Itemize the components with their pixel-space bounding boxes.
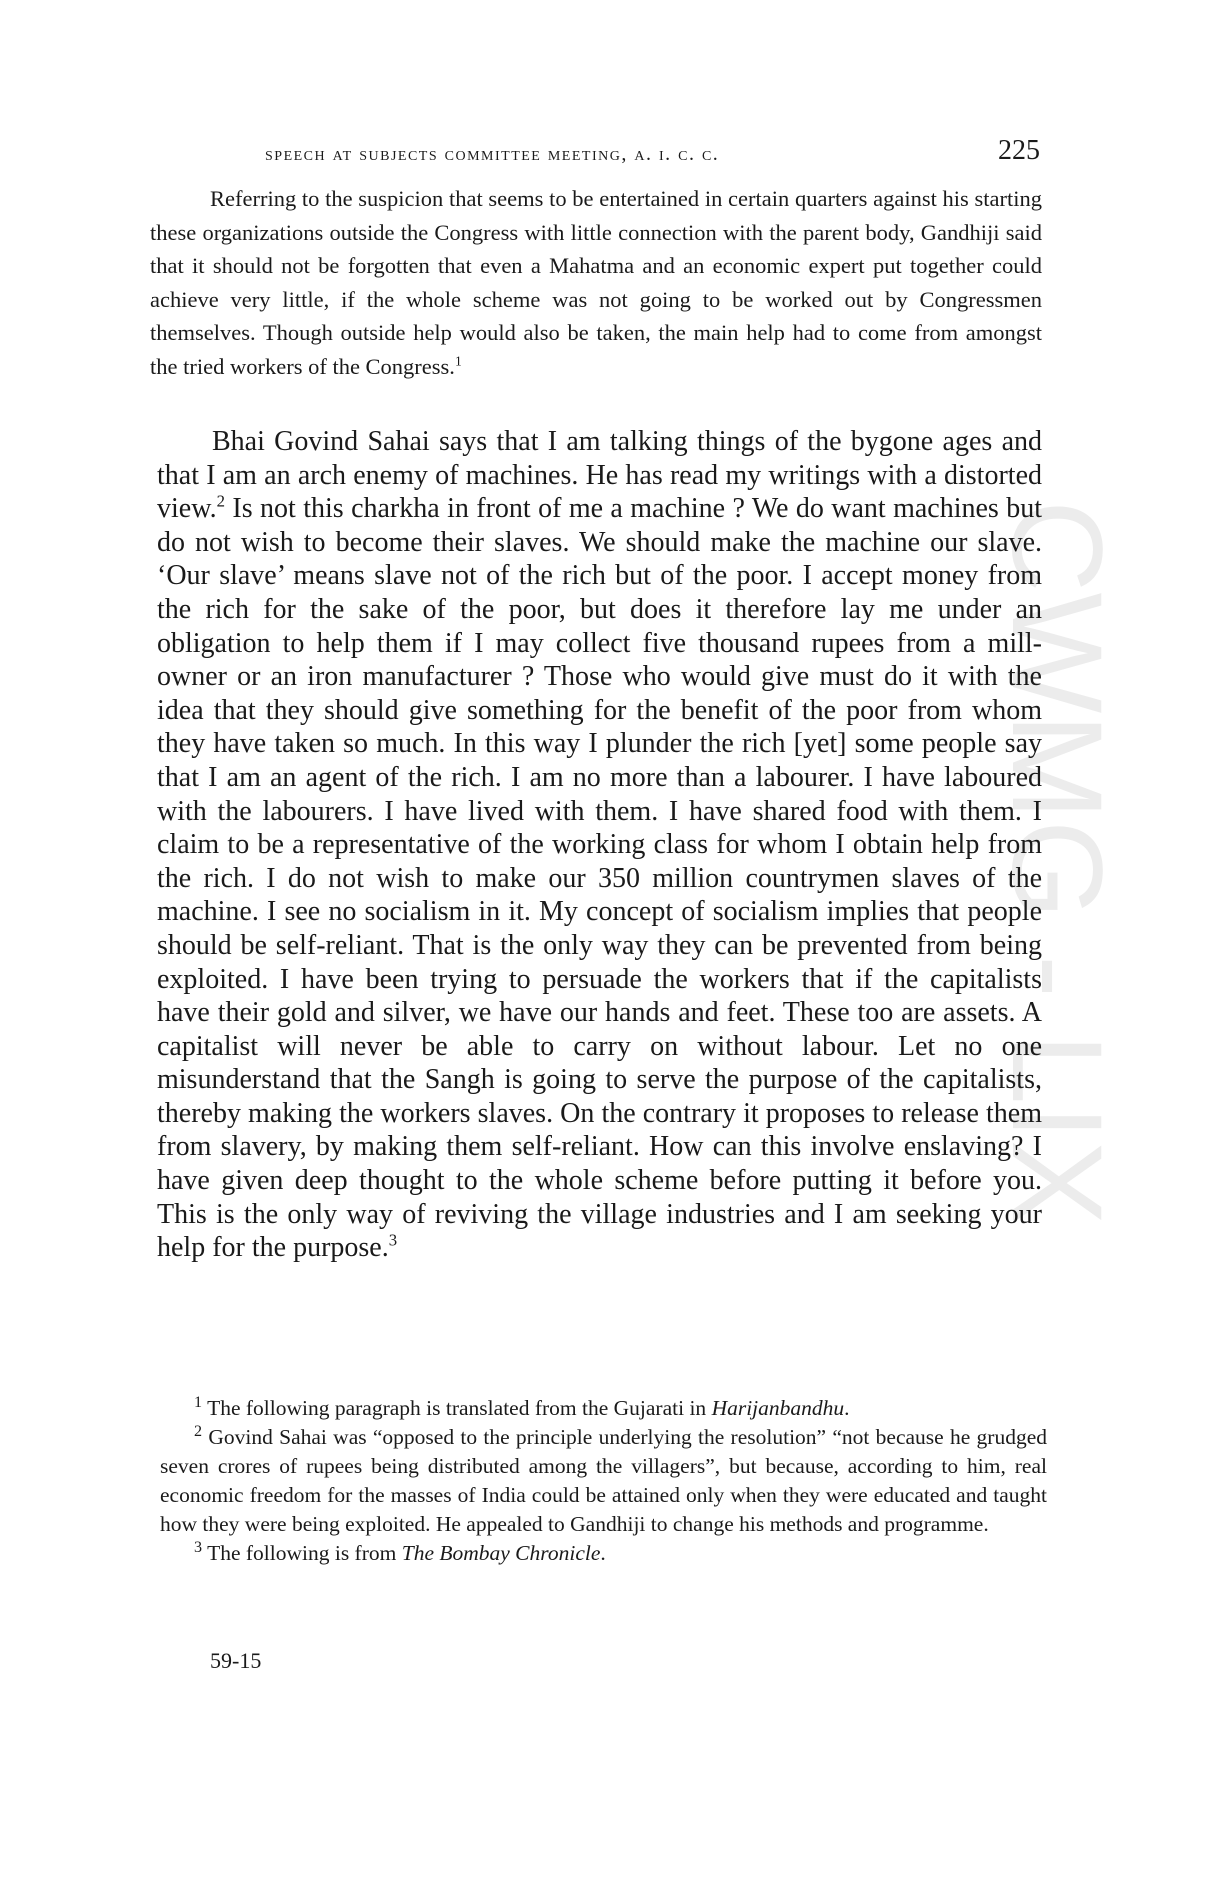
running-title: speech at subjects committee meeting, a. i. c. c.	[265, 143, 720, 165]
footnote-source-title: The Bombay Chronicle	[401, 1541, 601, 1565]
footnote-end: .	[844, 1396, 850, 1420]
footnote-ref-2: 2	[216, 491, 225, 511]
footnote-3	[160, 1539, 1047, 1568]
footnote-1	[160, 1394, 1047, 1423]
footnote-text: The following paragraph is translated from the Gujarati in	[207, 1396, 712, 1420]
page-number: 225	[998, 135, 1040, 166]
footnote-2	[160, 1423, 1047, 1539]
speech-text-part-2: Is not this charkha in front of me a machine ? We do want machines but do not wish to become their slaves. We should make the machine our slave. ‘Our slave’ means slave not of the rich but of the poor. I accept money from the rich for the sake of the poor, but does it therefore lay me under an obligation to help them if I may collect five thousand rupees from a mill-owner or an iron manufacturer ? Those who would give must do it with the idea that they should give something for the benefit of the poor from whom they have taken so much. In this way I plunder the rich [yet] some people say that I am an agent of the rich. I am no more than a labourer. I have laboured with the labourers. I have lived with them. I have shared food with them. I claim to be a representative of the working class for whom I obtain help from the rich. I do not wish to make our 350 million countrymen slaves of the machine. I see no socialism in it. My concept of socialism implies that people should be self-reliant. That is the only way they can be prevented from being exploited. I have been trying to persuade the workers that if the capitalists have their gold and silver, we have our hands and feet. These too are assets. A capitalist will never be able to carry on without labour. Let no one misunderstand that the Sangh is going to serve the purpose of the capitalists, thereby making the workers slaves. On the contrary it proposes to release them from slavery, by making them self-reliant. How can this involve enslaving? I have given deep thought to the whole scheme before putting it before you. This is the only way of reviving the village industries and I am seeking your help for the purpose.	[157, 493, 1042, 1264]
footnote-text: The following is from	[207, 1541, 402, 1565]
watermark: CWMG - LIX	[985, 500, 1128, 1226]
intro-paragraph	[150, 182, 1042, 384]
footnote-ref-1: 1	[454, 353, 462, 369]
footnote-ref-3: 3	[388, 1230, 398, 1250]
footnote-number: 1	[194, 1393, 203, 1411]
speech-text-part-1: Bhai Govind Sahai says that I am talking things of the bygone ages and that I am an arch enemy of machines. He has read my writings with a distorted view.	[157, 426, 1042, 525]
signature-mark: 59-15	[210, 1648, 262, 1673]
footnote-number: 3	[194, 1538, 203, 1556]
footnote-text: Govind Sahai was “opposed to the principle underlying the resolution” “not because he grudged seven crores of rupees being distributed among the villagers”, but because, according to him, real economic freedom for the masses of India could be attained only when they were educated and taught how they were being exploited. He appealed to Gandhiji to change his methods and programme.	[160, 1425, 1047, 1536]
speech-paragraph	[157, 425, 1042, 1265]
running-head	[265, 135, 1040, 175]
footnote-source-title: Harijanbandhu	[711, 1396, 845, 1420]
footnotes	[160, 1394, 1047, 1568]
footnote-number: 2	[194, 1422, 203, 1440]
intro-text: Referring to the suspicion that seems to be entertained in certain quarters against his starting these organizations outside the Congress with little connection with the parent body, Gandhiji said that it should not be forgotten that even a Mahatma and an economic expert put together could achieve very little, if the whole scheme was not going to be worked out by Congressmen themselves. Though outside help would also be taken, the main help had to come from amongst the tried workers of the Congress.	[150, 186, 1042, 379]
footnote-end: .	[600, 1541, 606, 1565]
